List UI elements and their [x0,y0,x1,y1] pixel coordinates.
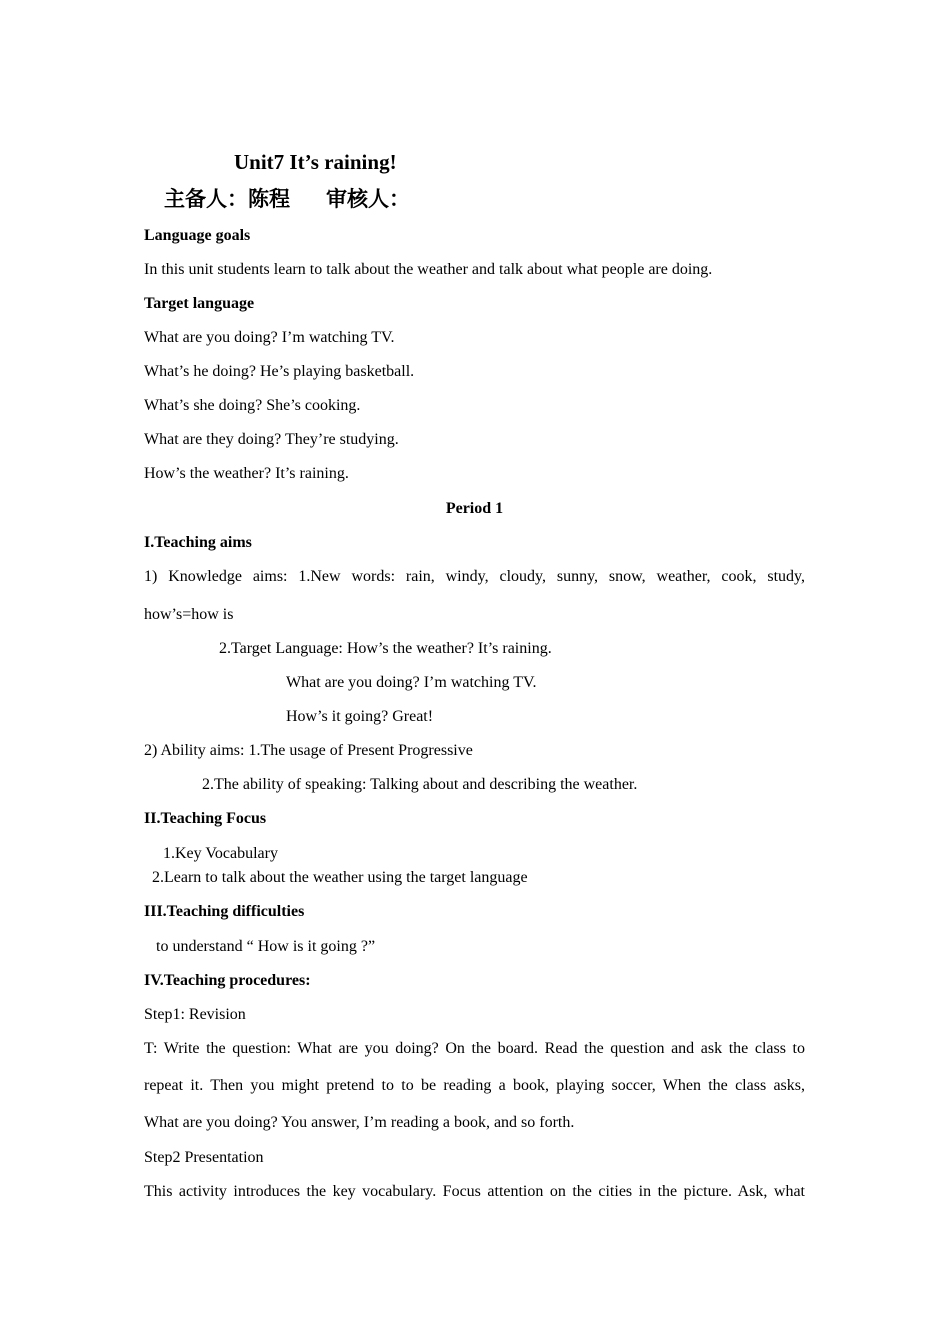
teaching-focus-item: 2.Learn to talk about the weather using the target language [152,869,528,886]
step1-text-line: T: Write the question: What are you doing? On the board. Read the question and ask the class to [144,1040,805,1057]
unit-title: Unit7 It’s raining! [234,150,397,174]
target-aims-line: What are you doing? I’m watching TV. [286,674,537,691]
target-language-line: How’s the weather? It’s raining. [144,465,349,482]
step1-text-line: What are you doing? You answer, I’m reading a book, and so forth. [144,1114,575,1131]
teaching-focus-heading: II.Teaching Focus [144,810,267,827]
language-goals-text: In this unit students learn to talk about the weather and talk about what people are doing. [144,261,713,278]
target-aims-line: How’s it going? Great! [286,708,434,725]
target-language-line: What’s he doing? He’s playing basketball. [144,363,415,380]
language-goals-heading: Language goals [144,227,251,244]
step2-text-line: This activity introduces the key vocabulary. Focus attention on the cities in the picture. Ask, what [144,1183,805,1200]
step1-title: Step1: Revision [144,1006,246,1023]
period-heading: Period 1 [445,500,504,517]
knowledge-aims-line: how’s=how is [144,606,234,623]
knowledge-aims-line: 1) Knowledge aims: 1.New words: rain, windy, cloudy, sunny, snow, weather, cook, study, [144,568,805,585]
target-language-line: What are you doing? I’m watching TV. [144,329,395,346]
teaching-aims-heading: I.Teaching aims [144,534,252,551]
step1-text-line: repeat it. Then you might pretend to to be reading a book, playing soccer, When the class asks, [144,1077,805,1094]
ability-aims-line: 2) Ability aims: 1.The usage of Present Progressive [144,742,473,759]
target-language-line: What’s she doing? She’s cooking. [144,397,361,414]
teaching-difficulties-text: to understand “ How is it going ?” [156,938,376,955]
target-language-heading: Target language [144,295,255,312]
teaching-procedures-heading: IV.Teaching procedures: [144,972,311,989]
preparer-label: 主备人：陈程 [164,187,290,211]
target-aims-line: 2.Target Language: How’s the weather? It’s raining. [219,640,552,657]
teaching-focus-item: 1.Key Vocabulary [163,845,278,862]
step2-title: Step2 Presentation [144,1149,264,1166]
reviewer-label: 审核人： [326,187,410,211]
teaching-difficulties-heading: III.Teaching difficulties [144,903,305,920]
ability-aims-line: 2.The ability of speaking: Talking about and describing the weather. [202,776,638,793]
target-language-line: What are they doing? They’re studying. [144,431,399,448]
